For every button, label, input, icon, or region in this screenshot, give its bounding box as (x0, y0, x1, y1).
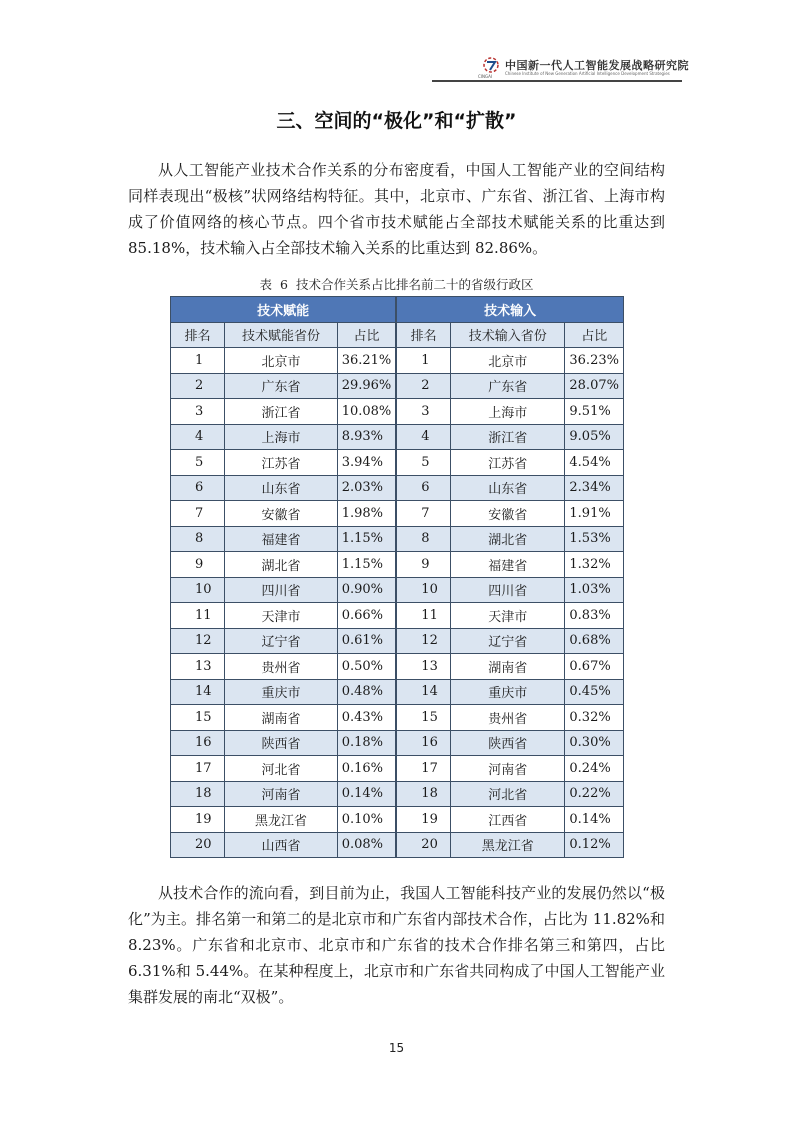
rank-cell: 18 (171, 781, 225, 807)
enabling-pct-cell: 0.08% (337, 832, 396, 858)
input-pct-cell: 9.51% (565, 399, 624, 425)
enabling-province-cell: 湖北省 (225, 552, 338, 578)
table-row (171, 679, 624, 705)
input-pct-cell: 2.34% (565, 475, 624, 501)
enabling-province-cell: 天津市 (225, 603, 338, 629)
rank-cell: 12 (171, 628, 225, 654)
rank-cell: 17 (396, 756, 450, 782)
input-pct-cell: 0.45% (565, 679, 624, 705)
table-row (171, 348, 624, 374)
rank-cell: 15 (171, 705, 225, 731)
table-row (171, 475, 624, 501)
input-pct-cell: 0.68% (565, 628, 624, 654)
rank-cell: 17 (171, 756, 225, 782)
rank-cell: 6 (396, 475, 450, 501)
group-header-input: 技术输入 (396, 297, 623, 323)
input-province-cell: 湖南省 (451, 654, 565, 680)
input-province-cell: 北京市 (451, 348, 565, 374)
table-row (171, 526, 624, 552)
cingai-logo-icon (478, 56, 504, 76)
enabling-province-cell: 山西省 (225, 832, 338, 858)
enabling-province-cell: 福建省 (225, 526, 338, 552)
input-pct-cell: 1.32% (565, 552, 624, 578)
input-pct-cell: 1.03% (565, 577, 624, 603)
province-cooperation-table (170, 296, 624, 858)
rank-cell: 16 (171, 730, 225, 756)
enabling-pct-cell: 0.48% (337, 679, 396, 705)
enabling-pct-cell: 0.10% (337, 807, 396, 833)
input-pct-cell: 9.05% (565, 424, 624, 450)
rank-cell: 12 (396, 628, 450, 654)
input-pct-cell: 0.22% (565, 781, 624, 807)
enabling-pct-cell: 36.21% (337, 348, 396, 374)
rank-cell: 15 (396, 705, 450, 731)
enabling-pct-cell: 3.94% (337, 450, 396, 476)
table-row (171, 832, 624, 858)
enabling-pct-cell: 2.03% (337, 475, 396, 501)
rank-cell: 14 (171, 679, 225, 705)
rank-cell: 3 (396, 399, 450, 425)
table-row (171, 730, 624, 756)
input-province-cell: 陕西省 (451, 730, 565, 756)
enabling-pct-cell: 0.66% (337, 603, 396, 629)
enabling-pct-cell: 0.43% (337, 705, 396, 731)
col-header-input-province: 技术输入省份 (451, 322, 565, 348)
enabling-province-cell: 山东省 (225, 475, 338, 501)
table-row (171, 628, 624, 654)
enabling-pct-cell: 1.98% (337, 501, 396, 527)
input-pct-cell: 4.54% (565, 450, 624, 476)
input-pct-cell: 0.12% (565, 832, 624, 858)
input-pct-cell: 0.67% (565, 654, 624, 680)
paragraph-2: 从技术合作的流向看，到目前为止，我国人工智能科技产业的发展仍然以“极化”为主。排名第一和第二的是北京市和广东省内部技术合作，占比为 11.82%和 8.23%。广东省和北京市、北京市和广东省的技术合作排名第三和第四，占比 6.31%和 5.44%。在某种程度上，北京市和广东省共同构成了中国人工智能产业集群发展的南北“双极”。 (128, 884, 665, 1006)
input-province-cell: 重庆市 (451, 679, 565, 705)
rank-cell: 5 (171, 450, 225, 476)
rank-cell: 10 (396, 577, 450, 603)
enabling-province-cell: 河南省 (225, 781, 338, 807)
input-province-cell: 河北省 (451, 781, 565, 807)
rank-cell: 11 (396, 603, 450, 629)
table-row (171, 501, 624, 527)
rank-cell: 5 (396, 450, 450, 476)
rank-cell: 16 (396, 730, 450, 756)
rank-cell: 1 (396, 348, 450, 374)
rank-cell: 1 (171, 348, 225, 374)
rank-cell: 2 (396, 373, 450, 399)
col-header-enabling-pct: 占比 (337, 322, 396, 348)
group-header-enabling: 技术赋能 (171, 297, 397, 323)
rank-cell: 7 (171, 501, 225, 527)
rank-cell: 11 (171, 603, 225, 629)
input-province-cell: 四川省 (451, 577, 565, 603)
input-province-cell: 广东省 (451, 373, 565, 399)
input-pct-cell: 0.24% (565, 756, 624, 782)
input-pct-cell: 0.14% (565, 807, 624, 833)
rank-cell: 9 (396, 552, 450, 578)
enabling-province-cell: 河北省 (225, 756, 338, 782)
enabling-province-cell: 上海市 (225, 424, 338, 450)
input-pct-cell: 0.32% (565, 705, 624, 731)
input-pct-cell: 0.83% (565, 603, 624, 629)
rank-cell: 8 (171, 526, 225, 552)
rank-cell: 10 (171, 577, 225, 603)
table-row (171, 450, 624, 476)
rank-cell: 4 (396, 424, 450, 450)
header-divider (432, 80, 682, 82)
enabling-province-cell: 陕西省 (225, 730, 338, 756)
input-pct-cell: 0.30% (565, 730, 624, 756)
enabling-province-cell: 北京市 (225, 348, 338, 374)
input-province-cell: 福建省 (451, 552, 565, 578)
enabling-province-cell: 贵州省 (225, 654, 338, 680)
table-row (171, 373, 624, 399)
table-row (171, 399, 624, 425)
input-province-cell: 山东省 (451, 475, 565, 501)
col-header-enabling-province: 技术赋能省份 (225, 322, 338, 348)
enabling-province-cell: 四川省 (225, 577, 338, 603)
input-pct-cell: 1.91% (565, 501, 624, 527)
table-caption: 表 6 技术合作关系占比排名前二十的省级行政区 (259, 277, 534, 292)
rank-cell: 14 (396, 679, 450, 705)
rank-cell: 2 (171, 373, 225, 399)
input-province-cell: 安徽省 (451, 501, 565, 527)
section-title: 三、空间的“极化”和“扩散” (276, 110, 517, 132)
table-row (171, 424, 624, 450)
input-province-cell: 辽宁省 (451, 628, 565, 654)
enabling-province-cell: 黑龙江省 (225, 807, 338, 833)
enabling-pct-cell: 0.18% (337, 730, 396, 756)
table-row (171, 807, 624, 833)
input-province-cell: 江西省 (451, 807, 565, 833)
enabling-pct-cell: 8.93% (337, 424, 396, 450)
header-org-name-en: Chinese Institute of New Generation Artificial Intelligence Development Strategies (505, 71, 670, 76)
rank-cell: 9 (171, 552, 225, 578)
input-pct-cell: 28.07% (565, 373, 624, 399)
rank-cell: 20 (396, 832, 450, 858)
rank-cell: 13 (396, 654, 450, 680)
rank-cell: 18 (396, 781, 450, 807)
rank-cell: 20 (171, 832, 225, 858)
table-row (171, 577, 624, 603)
enabling-province-cell: 广东省 (225, 373, 338, 399)
enabling-pct-cell: 0.16% (337, 756, 396, 782)
rank-cell: 19 (396, 807, 450, 833)
table-row (171, 654, 624, 680)
input-province-cell: 浙江省 (451, 424, 565, 450)
table-row (171, 781, 624, 807)
input-province-cell: 黑龙江省 (451, 832, 565, 858)
rank-cell: 3 (171, 399, 225, 425)
input-province-cell: 湖北省 (451, 526, 565, 552)
input-pct-cell: 36.23% (565, 348, 624, 374)
enabling-pct-cell: 29.96% (337, 373, 396, 399)
enabling-pct-cell: 0.14% (337, 781, 396, 807)
table-row (171, 756, 624, 782)
col-header-rank: 排名 (171, 322, 225, 348)
table-row (171, 705, 624, 731)
rank-cell: 8 (396, 526, 450, 552)
input-pct-cell: 1.53% (565, 526, 624, 552)
input-province-cell: 天津市 (451, 603, 565, 629)
enabling-province-cell: 浙江省 (225, 399, 338, 425)
enabling-province-cell: 重庆市 (225, 679, 338, 705)
input-province-cell: 上海市 (451, 399, 565, 425)
paragraph-1: 从人工智能产业技术合作关系的分布密度看，中国人工智能产业的空间结构同样表现出“极核”状网络结构特征。其中，北京市、广东省、浙江省、上海市构成了价值网络的核心节点。四个省市技术赋能占全部技术赋能关系的比重达到 85.18%，技术输入占全部技术输入关系的比重达到 82.86%。 (128, 161, 665, 257)
page-number: 15 (388, 1041, 405, 1055)
enabling-pct-cell: 0.50% (337, 654, 396, 680)
logo-text: CINGAI (478, 74, 492, 79)
table-row (171, 552, 624, 578)
enabling-province-cell: 辽宁省 (225, 628, 338, 654)
rank-cell: 4 (171, 424, 225, 450)
rank-cell: 19 (171, 807, 225, 833)
col-header-rank: 排名 (396, 322, 450, 348)
col-header-input-pct: 占比 (565, 322, 624, 348)
enabling-province-cell: 江苏省 (225, 450, 338, 476)
rank-cell: 6 (171, 475, 225, 501)
header-org-name: 中国新一代人工智能发展战略研究院 (505, 59, 689, 72)
rank-cell: 13 (171, 654, 225, 680)
enabling-pct-cell: 1.15% (337, 552, 396, 578)
enabling-pct-cell: 0.90% (337, 577, 396, 603)
enabling-pct-cell: 0.61% (337, 628, 396, 654)
enabling-province-cell: 安徽省 (225, 501, 338, 527)
enabling-province-cell: 湖南省 (225, 705, 338, 731)
input-province-cell: 江苏省 (451, 450, 565, 476)
rank-cell: 7 (396, 501, 450, 527)
input-province-cell: 贵州省 (451, 705, 565, 731)
table-row (171, 603, 624, 629)
enabling-pct-cell: 1.15% (337, 526, 396, 552)
enabling-pct-cell: 10.08% (337, 399, 396, 425)
input-province-cell: 河南省 (451, 756, 565, 782)
